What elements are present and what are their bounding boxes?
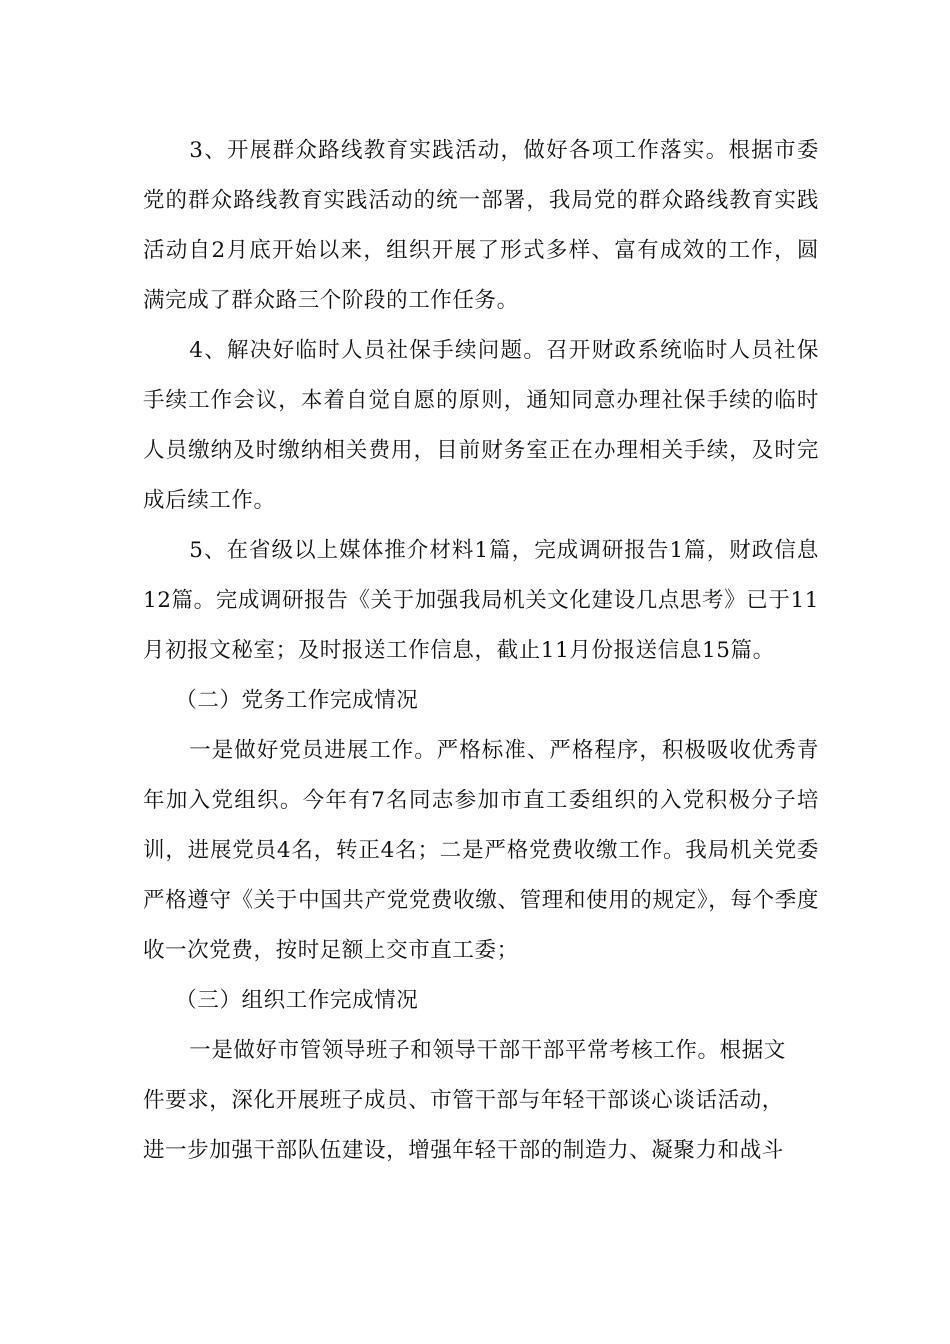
paragraph-item-3: 3、开展群众路线教育实践活动，做好各项工作落实。根据市委党的群众路线教育实践活动的统一部署，我局党的群众路线教育实践活动自2月底开始以来，组织开展了形式多样、富有成效的工作，圆满完成了群众路三个阶段的工作任务。 bbox=[143, 138, 819, 313]
paragraph-line: 进一步加强干部队伍建设，增强年轻干部的制造力、凝聚力和战斗 bbox=[143, 1138, 784, 1163]
paragraph-organization-work bbox=[143, 1026, 819, 1176]
paragraph-item-4: 4、解决好临时人员社保手续问题。召开财政系统临时人员社保手续工作会议，本着自觉自愿的原则，通知同意办理社保手续的临时人员缴纳及时缴纳相关费用，目前财务室正在办理相关手续，及时完成后续工作。 bbox=[143, 338, 819, 513]
section-heading-party-work: （二）党务工作完成情况 bbox=[175, 688, 419, 713]
paragraph-party-work: 一是做好党员进展工作。严格标准、严格程序，积极吸收优秀青年加入党组织。今年有7名同志参加市直工委组织的入党积极分子培训，进展党员4名，转正4名；二是严格党费收缴工作。我局机关党委严格遵守《关于中国共产党党费收缴、管理和使用的规定》，每个季度收一次党费，按时足额上交市直工委； bbox=[143, 738, 819, 963]
paragraph-line: 件要求，深化开展班子成员、市管干部与年轻干部谈心谈话活动， bbox=[143, 1088, 784, 1113]
document-body bbox=[143, 126, 819, 1176]
paragraph-item-5: 5、在省级以上媒体推介材料1篇，完成调研报告1篇，财政信息12篇。完成调研报告《关于加强我局机关文化建设几点思考》已于11月初报文秘室；及时报送工作信息，截止11月份报送信息15篇。 bbox=[143, 538, 819, 663]
section-heading-organization-work: （三）组织工作完成情况 bbox=[175, 988, 419, 1013]
paragraph-line: 一是做好市管领导班子和领导干部干部平常考核工作。根据文 bbox=[189, 1038, 786, 1063]
